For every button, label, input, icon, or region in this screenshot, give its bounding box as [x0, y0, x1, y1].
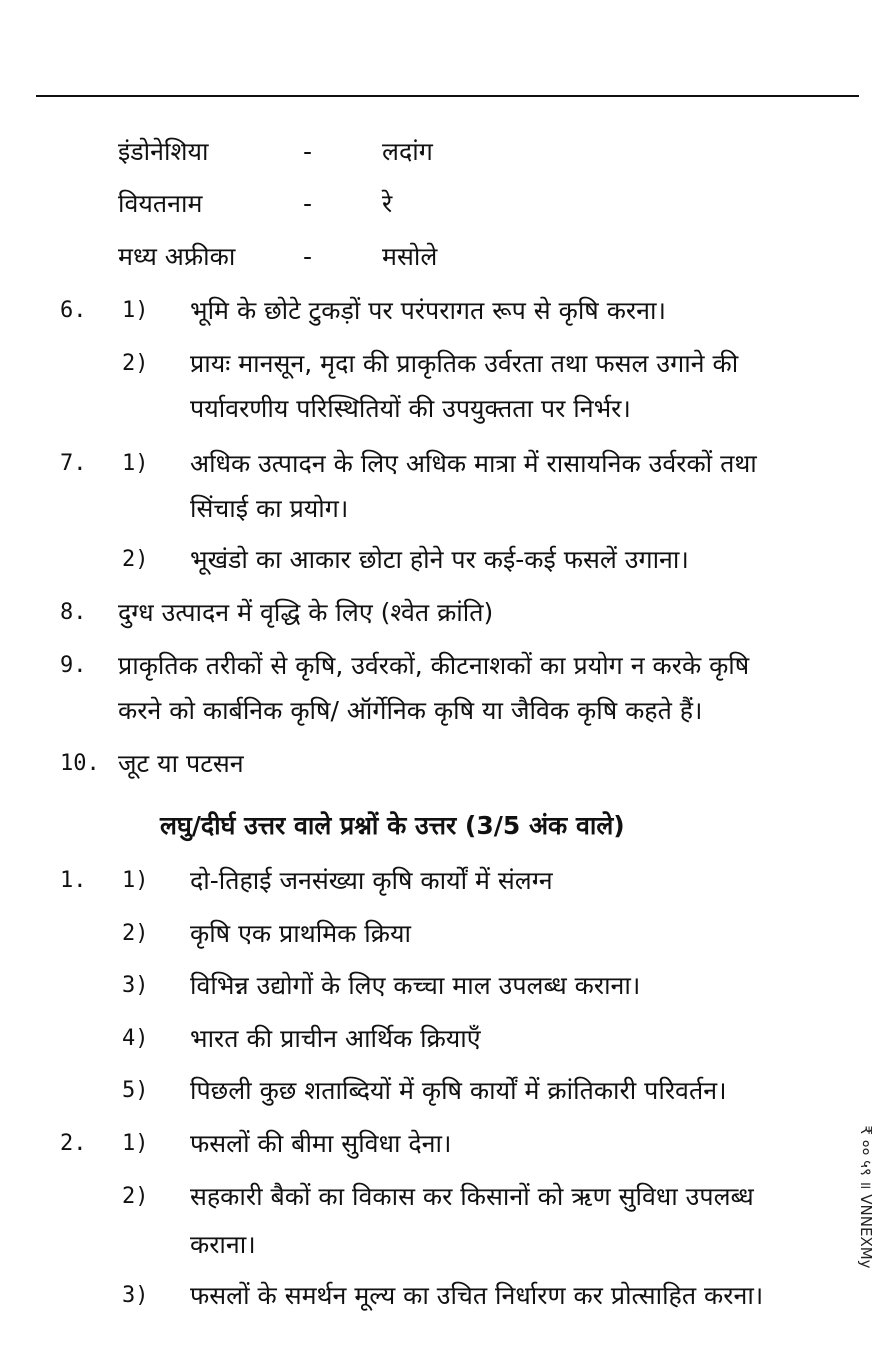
- answer-text: भूखंडो का आकार छोटा होने पर कई-कई फसलें उगाना।: [190, 545, 689, 574]
- item-marker: 3): [122, 1283, 149, 1308]
- item-marker: 5): [122, 1078, 149, 1103]
- table-country: इंडोनेशिया: [118, 137, 209, 166]
- answer-text: प्राकृतिक तरीकों से कृषि, उर्वरकों, कीटनाशकों का प्रयोग न करके कृषि: [118, 651, 750, 680]
- answer-text: करने को कार्बनिक कृषि/ ऑर्गेनिक कृषि या जैविक कृषि कहते हैं।: [118, 696, 703, 725]
- answer-text: दो-तिहाई जनसंख्या कृषि कार्यों में संलग्न: [190, 866, 553, 895]
- table-country: वियतनाम: [118, 189, 203, 218]
- side-annotation-text: ₹ ०० ५९ ॥ VNNEXMy: [857, 1125, 875, 1269]
- question-number: 2.: [60, 1131, 87, 1156]
- table-country: मध्य अफ्रीका: [118, 242, 236, 271]
- section-heading: लघु/दीर्घ उत्तर वाले प्रश्नों के उत्तर (3/5 अंक वाले): [160, 811, 625, 840]
- item-marker: 2): [122, 547, 149, 572]
- answer-text: विभिन्न उद्योगों के लिए कच्चा माल उपलब्ध कराना।: [190, 971, 641, 1000]
- answer-text: दुग्ध उत्पादन में वृद्धि के लिए (श्वेत क्रांति): [118, 598, 494, 627]
- table-dash: -: [303, 189, 313, 218]
- header-rule: [36, 95, 859, 97]
- item-marker: 2): [122, 1184, 149, 1209]
- answer-text: पिछली कुछ शताब्दियों में कृषि कार्यों में क्रांतिकारी परिवर्तन।: [190, 1076, 727, 1105]
- answer-text: भूमि के छोटे टुकड़ों पर परंपरागत रूप से कृषि करना।: [190, 296, 666, 325]
- question-number: 1.: [60, 868, 87, 893]
- item-marker: 4): [122, 1026, 149, 1051]
- answer-text: सिंचाई का प्रयोग।: [190, 494, 349, 523]
- item-marker: 1): [122, 868, 149, 893]
- item-marker: 3): [122, 973, 149, 998]
- item-marker: 2): [122, 921, 149, 946]
- answer-text: प्रायः मानसून, मृदा की प्राकृतिक उर्वरता तथा फसल उगाने की: [190, 349, 739, 378]
- question-number: 8.: [60, 600, 87, 625]
- item-marker: 1): [122, 298, 149, 323]
- answer-text: जूट या पटसन: [118, 749, 244, 778]
- answer-text: सहकारी बैकों का विकास कर किसानों को ऋण सुविधा उपलब्ध: [190, 1182, 754, 1211]
- answer-text: फसलों की बीमा सुविधा देना।: [190, 1129, 452, 1158]
- item-marker: 1): [122, 451, 149, 476]
- table-name: लदांग: [382, 137, 433, 166]
- question-number: 10.: [60, 751, 100, 776]
- answer-text: पर्यावरणीय परिस्थितियों की उपयुक्तता पर निर्भर।: [190, 394, 631, 423]
- side-annotation: [846, 1112, 886, 1282]
- table-name: मसोले: [382, 242, 438, 271]
- item-marker: 2): [122, 351, 149, 376]
- question-number: 7.: [60, 451, 87, 476]
- table-dash: -: [303, 137, 313, 166]
- answer-text: कृषि एक प्राथमिक क्रिया: [190, 919, 411, 948]
- question-number: 6.: [60, 298, 87, 323]
- answer-text: भारत की प्राचीन आर्थिक क्रियाएँ: [190, 1024, 481, 1053]
- answer-text: कराना।: [190, 1230, 256, 1259]
- question-number: 9.: [60, 653, 87, 678]
- answer-text: फसलों के समर्थन मूल्य का उचित निर्धारण कर प्रोत्साहित करना।: [190, 1281, 764, 1310]
- table-dash: -: [303, 242, 313, 271]
- answer-text: अधिक उत्पादन के लिए अधिक मात्रा में रासायनिक उर्वरकों तथा: [190, 449, 757, 478]
- item-marker: 1): [122, 1131, 149, 1156]
- table-name: रे: [382, 189, 393, 218]
